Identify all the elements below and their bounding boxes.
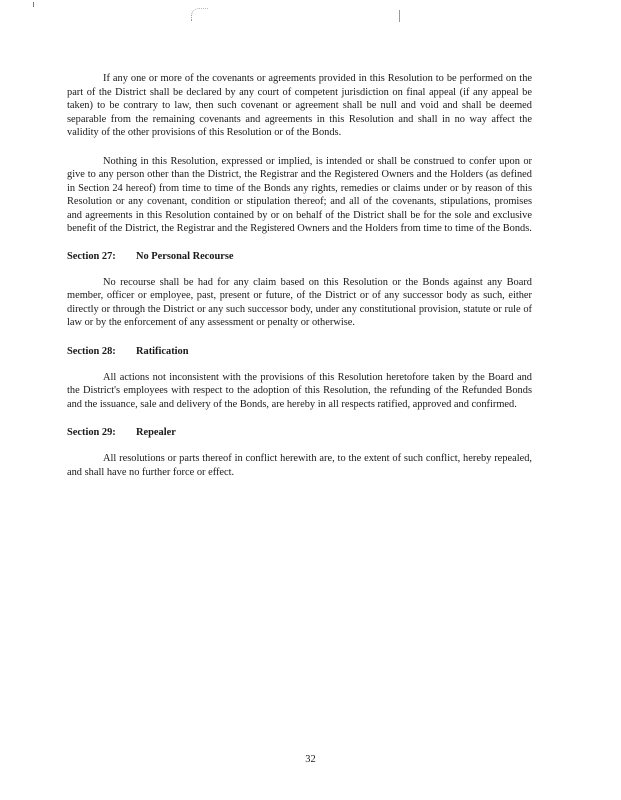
section-title: No Personal Recourse xyxy=(136,250,234,262)
scan-artifact xyxy=(191,8,208,21)
document-body xyxy=(67,72,532,479)
paragraph-benefits: Nothing in this Resolution, expressed or implied, is intended or shall be construed to confer upon or give to any person other than the District, the Registrar and the Registered Owners and the Holders (as defined in Section 24 hereof) from time to time of the Bonds any rights, remedies or claims under or by reason of this Resolution or any covenant, condition or stipulation thereof; and all of the covenants, stipulations, promises and agreements in this Resolution contained by or on behalf of the District shall be for the sole and exclusive benefit of the District, the Registrar and the Registered Owners and the Holders from time to time of the Bonds. xyxy=(67,155,532,234)
scan-artifact xyxy=(399,10,400,22)
scan-artifact xyxy=(33,2,34,7)
section-heading-29 xyxy=(67,426,532,439)
section-heading-27 xyxy=(67,250,532,263)
page-number: 32 xyxy=(305,754,316,765)
section-title: Ratification xyxy=(136,345,189,357)
section-number: Section 29: xyxy=(67,427,116,438)
paragraph-severability: If any one or more of the covenants or agreements provided in this Resolution to be performed on the part of the District shall be declared by any court of competent jurisdiction on final appeal (if any appeal be taken) to be contrary to law, then such covenant or agreement shall be null and void and shall be deemed separable from the remaining covenants and agreements in this Resolution and shall in no way affect the validity of the other provisions of this Resolution or of the Bonds. xyxy=(67,73,532,138)
paragraph-ratification: All actions not inconsistent with the provisions of this Resolution heretofore taken by the Board and the District's employees with respect to the adoption of this Resolution, the refunding of the Refunded Bonds and the issuance, sale and delivery of the Bonds, are hereby in all respects ratified, approved and confirmed. xyxy=(67,371,532,410)
section-heading-28 xyxy=(67,345,532,358)
paragraph-repealer: All resolutions or parts thereof in conflict herewith are, to the extent of such conflict, hereby repealed, and shall have no further force or effect. xyxy=(67,453,532,478)
section-number: Section 27: xyxy=(67,250,116,262)
paragraph-no-personal-recourse: No recourse shall be had for any claim based on this Resolution or the Bonds against any Board member, officer or employee, past, present or future, of the District or of any successor body as such, either directly or through the District or any such successor body, under any constitutional provision, statute or rule of law or by the enforcement of any assessment or penalty or otherwise. xyxy=(67,276,532,328)
section-title: Repealer xyxy=(136,427,176,438)
section-number: Section 28: xyxy=(67,345,116,357)
